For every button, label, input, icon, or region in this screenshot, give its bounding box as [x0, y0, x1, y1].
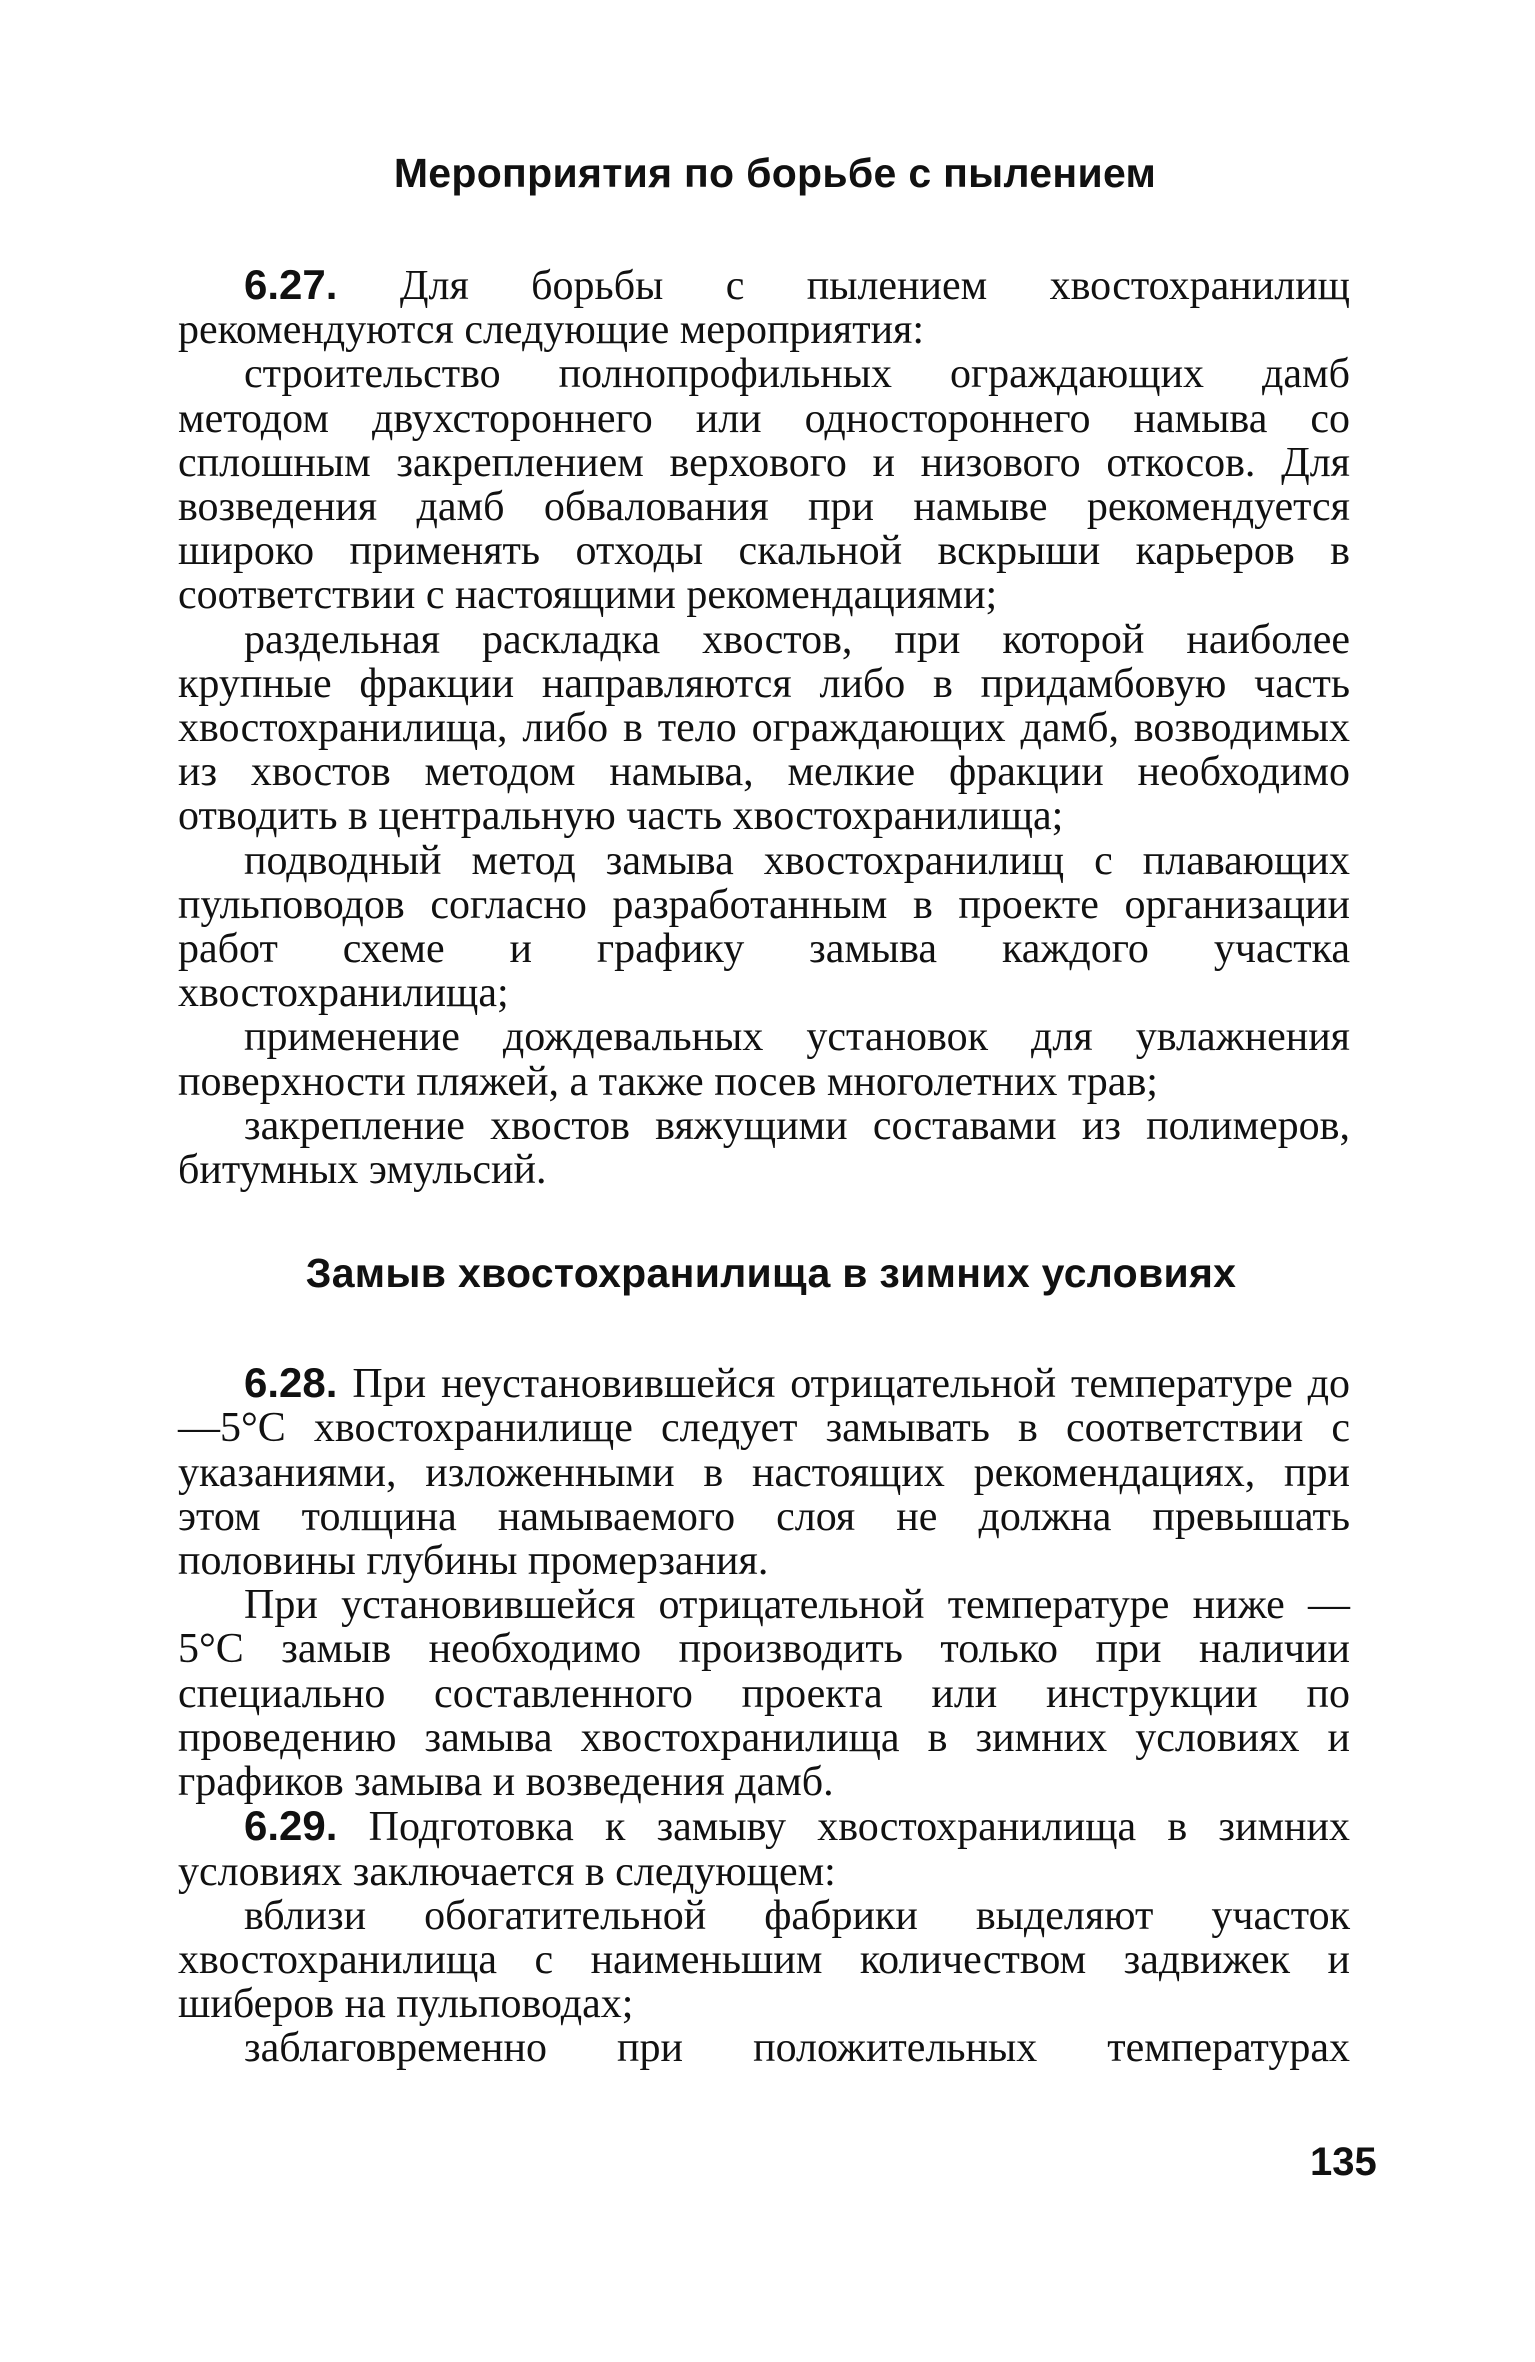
paragraph-6-27 [178, 263, 1350, 352]
page-number: 135 [1310, 2140, 1377, 2184]
paragraph-6-28 [178, 1361, 1350, 1583]
paragraph-6-28-continued: При установившейся отрицательной температуре ниже —5°С замыв необходимо производить только при наличии специально составленного проекта или инструкции по проведению замыва хвостохранилища в зимних условиях и графиков замыва и возведения дамб. [178, 1582, 1350, 1806]
paragraph-text: При неустановившейся отрицательной температуре до —5°С хвостохранилище следует замывать в соответствии с указаниями, изложенными в настоящих рекомендациях, при этом толщина намываемого слоя не должна превышать половины глубины промерзания. [178, 1361, 1351, 1585]
section-heading-winter-filling: Замыв хвостохранилища в зимних условиях [305, 1250, 1237, 1297]
paragraph-number: 6.27. [244, 261, 338, 308]
paragraph-text: Подготовка к замыву хвостохранилища в зимних условиях заключается в следующем: [178, 1804, 1351, 1895]
section-heading-dust-control: Мероприятия по борьбе с пылением [393, 150, 1157, 196]
paragraph-text: Для борьбы с пылением хвостохранилищ рекомендуются следующие мероприятия: [178, 263, 1350, 354]
measure-item: закрепление хвостов вяжущими составами из полимеров, битумных эмульсий. [178, 1102, 1350, 1194]
paragraph-6-29 [178, 1804, 1350, 1893]
measure-item: строительство полнопрофильных ограждающих дамб методом двухстороннего или одностороннего намыва со сплошным закреплением верхового и низового откосов. Для возведения дамб обвалования при намыве рекомендуется широко применять отходы скальной вскрыши карьеров в соответствии с настоящими рекомендациями; [178, 351, 1350, 619]
measure-item: подводный метод замыва хвостохранилищ с плавающих пульповодов согласно разработанным в проекте организации работ схеме и графику замыва каждого участка хвостохранилища; [178, 837, 1350, 1017]
paragraph-number: 6.28. [244, 1359, 338, 1407]
preparation-step: заблаговременно при положительных температурах [244, 2025, 1350, 2072]
measure-item: применение дождевальных установок для увлажнения поверхности пляжей, а также посев многолетних трав; [178, 1014, 1350, 1105]
page-body [178, 150, 1350, 2071]
preparation-step: вблизи обогатительной фабрики выделяют участок хвостохранилища с наименьшим количеством задвижек и шиберов на пульповодах; [178, 1892, 1350, 2028]
paragraph-number: 6.29. [244, 1802, 338, 1850]
measure-item: раздельная раскладка хвостов, при которой наиболее крупные фракции направляются либо в придамбовую часть хвостохранилища, либо в тело ограждающих дамб, возводимых из хвостов методом намыва, мелкие фракции необходимо отводить в центральную часть хвостохранилища; [178, 616, 1350, 840]
